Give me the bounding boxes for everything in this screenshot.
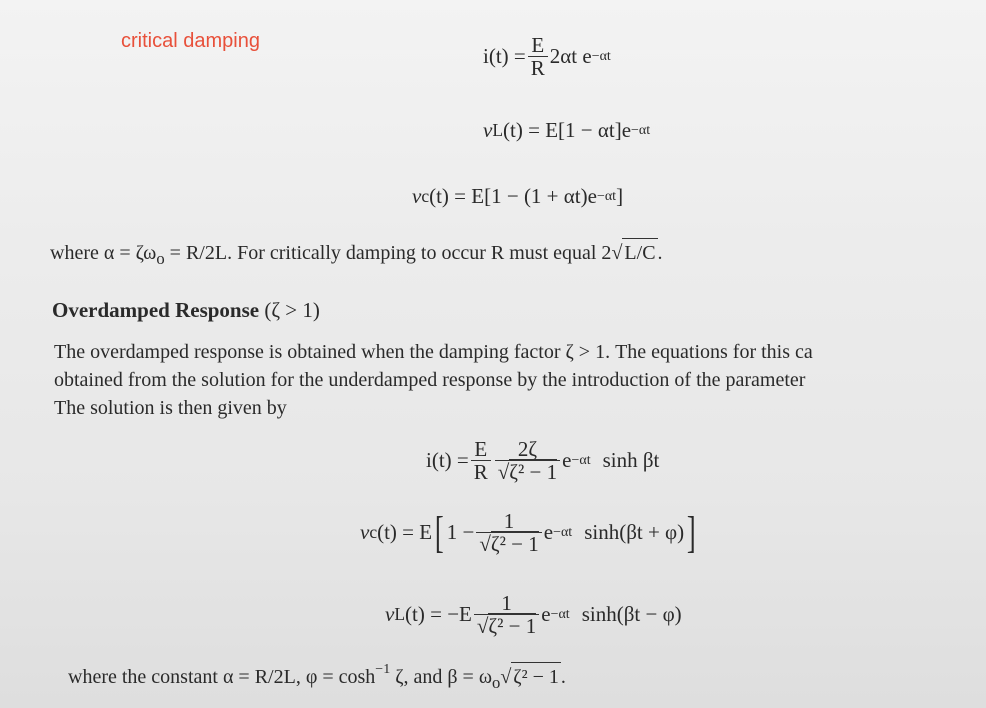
equation-tail: sinh(βt − φ): [581, 602, 682, 627]
subscript: L: [492, 120, 504, 140]
subscript: c: [421, 186, 430, 206]
handwritten-note: critical damping: [121, 30, 260, 52]
overdamped-inductor-voltage-equation: v L (t) = −E $\frac{1}{\text{√ζ² − 1}}$ e −αt sinh(βt − φ): [385, 591, 682, 639]
equation-lhs: v: [385, 602, 395, 627]
denominator: R: [471, 460, 491, 483]
numerator: E: [474, 437, 488, 461]
radicand: ζ² − 1: [511, 662, 561, 691]
closing-bracket: ]: [616, 184, 624, 208]
equation-lhs: v: [412, 184, 422, 208]
radicand: ζ² − 1: [509, 460, 558, 485]
exp-base: e: [543, 520, 554, 545]
subscript: o: [156, 249, 165, 268]
heading-title: Overdamped Response: [52, 298, 260, 322]
radicand: L/C: [622, 238, 657, 267]
overdamped-current-equation: i(t) = $\frac{E}{R}$ $\frac{2\zeta}{\text{√ζ² − 1}}$ e −αt sinh βt: [426, 437, 660, 485]
where-text-continued: = R/2L. For critically damping to occur R must equal 2: [164, 242, 612, 264]
radicand: ζ² − 1: [490, 532, 539, 557]
fraction: [528, 34, 548, 79]
equation-tail: sinh(βt + φ): [584, 520, 685, 545]
paragraph-line-2: obtained from the solution for the underdamped response by the introduction of the parameter: [54, 369, 806, 391]
equation-lhs: v: [483, 118, 493, 142]
final-text-continued: ζ, and β = ω: [395, 666, 492, 688]
subscript: c: [369, 522, 378, 543]
denominator: √ζ² − 1: [474, 614, 539, 637]
final-text: where the constant α = R/2L, φ = cosh: [68, 666, 376, 688]
fraction-zeta: [495, 438, 560, 483]
left-bracket: [: [435, 507, 444, 557]
equation-body: (t) = −E: [405, 602, 472, 627]
denominator: √ζ² − 1: [495, 460, 560, 483]
fraction-e-over-r: [471, 438, 491, 483]
equation-lhs: v: [360, 520, 370, 545]
right-bracket: ]: [687, 507, 696, 557]
paragraph-line-3: The solution is then given by: [54, 397, 287, 419]
equation-rhs: 2αt e: [549, 44, 592, 69]
subscript: o: [491, 673, 501, 692]
final-where-line: [68, 662, 566, 697]
equation-lhs: i(t) =: [483, 44, 526, 69]
paragraph-line-1: The overdamped response is obtained when the damping factor ζ > 1. The equations for this ca: [54, 341, 813, 363]
subscript: L: [394, 604, 406, 625]
fraction: [474, 592, 539, 637]
fraction: [476, 510, 541, 555]
section-heading: [52, 298, 320, 323]
equation-body: (t) = E: [377, 520, 433, 545]
equation-lhs: i(t) =: [426, 448, 469, 473]
overdamped-capacitor-voltage-equation: v c (t) = E [ 1 − $\frac{1}{\text{√ζ² − 1}}$ e −αt sinh(βt + φ) ]: [360, 507, 696, 557]
one-minus: 1 −: [446, 520, 475, 545]
numerator: 1: [501, 591, 512, 615]
numerator: E: [531, 33, 545, 57]
where-text: where α = ζω: [50, 242, 157, 264]
square-root: √ L/C: [611, 238, 657, 267]
exp-base: e: [562, 448, 572, 473]
denominator: √ζ² − 1: [476, 532, 541, 555]
denominator: R: [528, 56, 548, 79]
superscript: −1: [375, 662, 391, 677]
numerator: 2ζ: [517, 437, 538, 461]
numerator: 1: [503, 509, 515, 533]
critical-inductor-voltage-equation: v L (t) = E[1 − αt]e −αt: [483, 118, 651, 142]
heading-condition: (ζ > 1): [264, 298, 320, 322]
radicand: ζ² − 1: [488, 614, 537, 639]
exp-base: e: [541, 602, 551, 627]
period: .: [657, 242, 663, 264]
equation-body: (t) = E[1 − αt]e: [503, 118, 632, 142]
critical-capacitor-voltage-equation: v c (t) = E[1 − (1 + αt)e −αt ]: [412, 184, 624, 208]
critical-where-line: [50, 238, 663, 273]
square-root: √ ζ² − 1: [500, 662, 561, 691]
critical-current-equation: i(t) = $\frac{E}{R}$ 2αt e −αt: [483, 33, 611, 81]
period: .: [560, 666, 566, 688]
equation-tail: sinh βt: [602, 448, 660, 473]
equation-body: (t) = E[1 − (1 + αt)e: [429, 184, 597, 208]
